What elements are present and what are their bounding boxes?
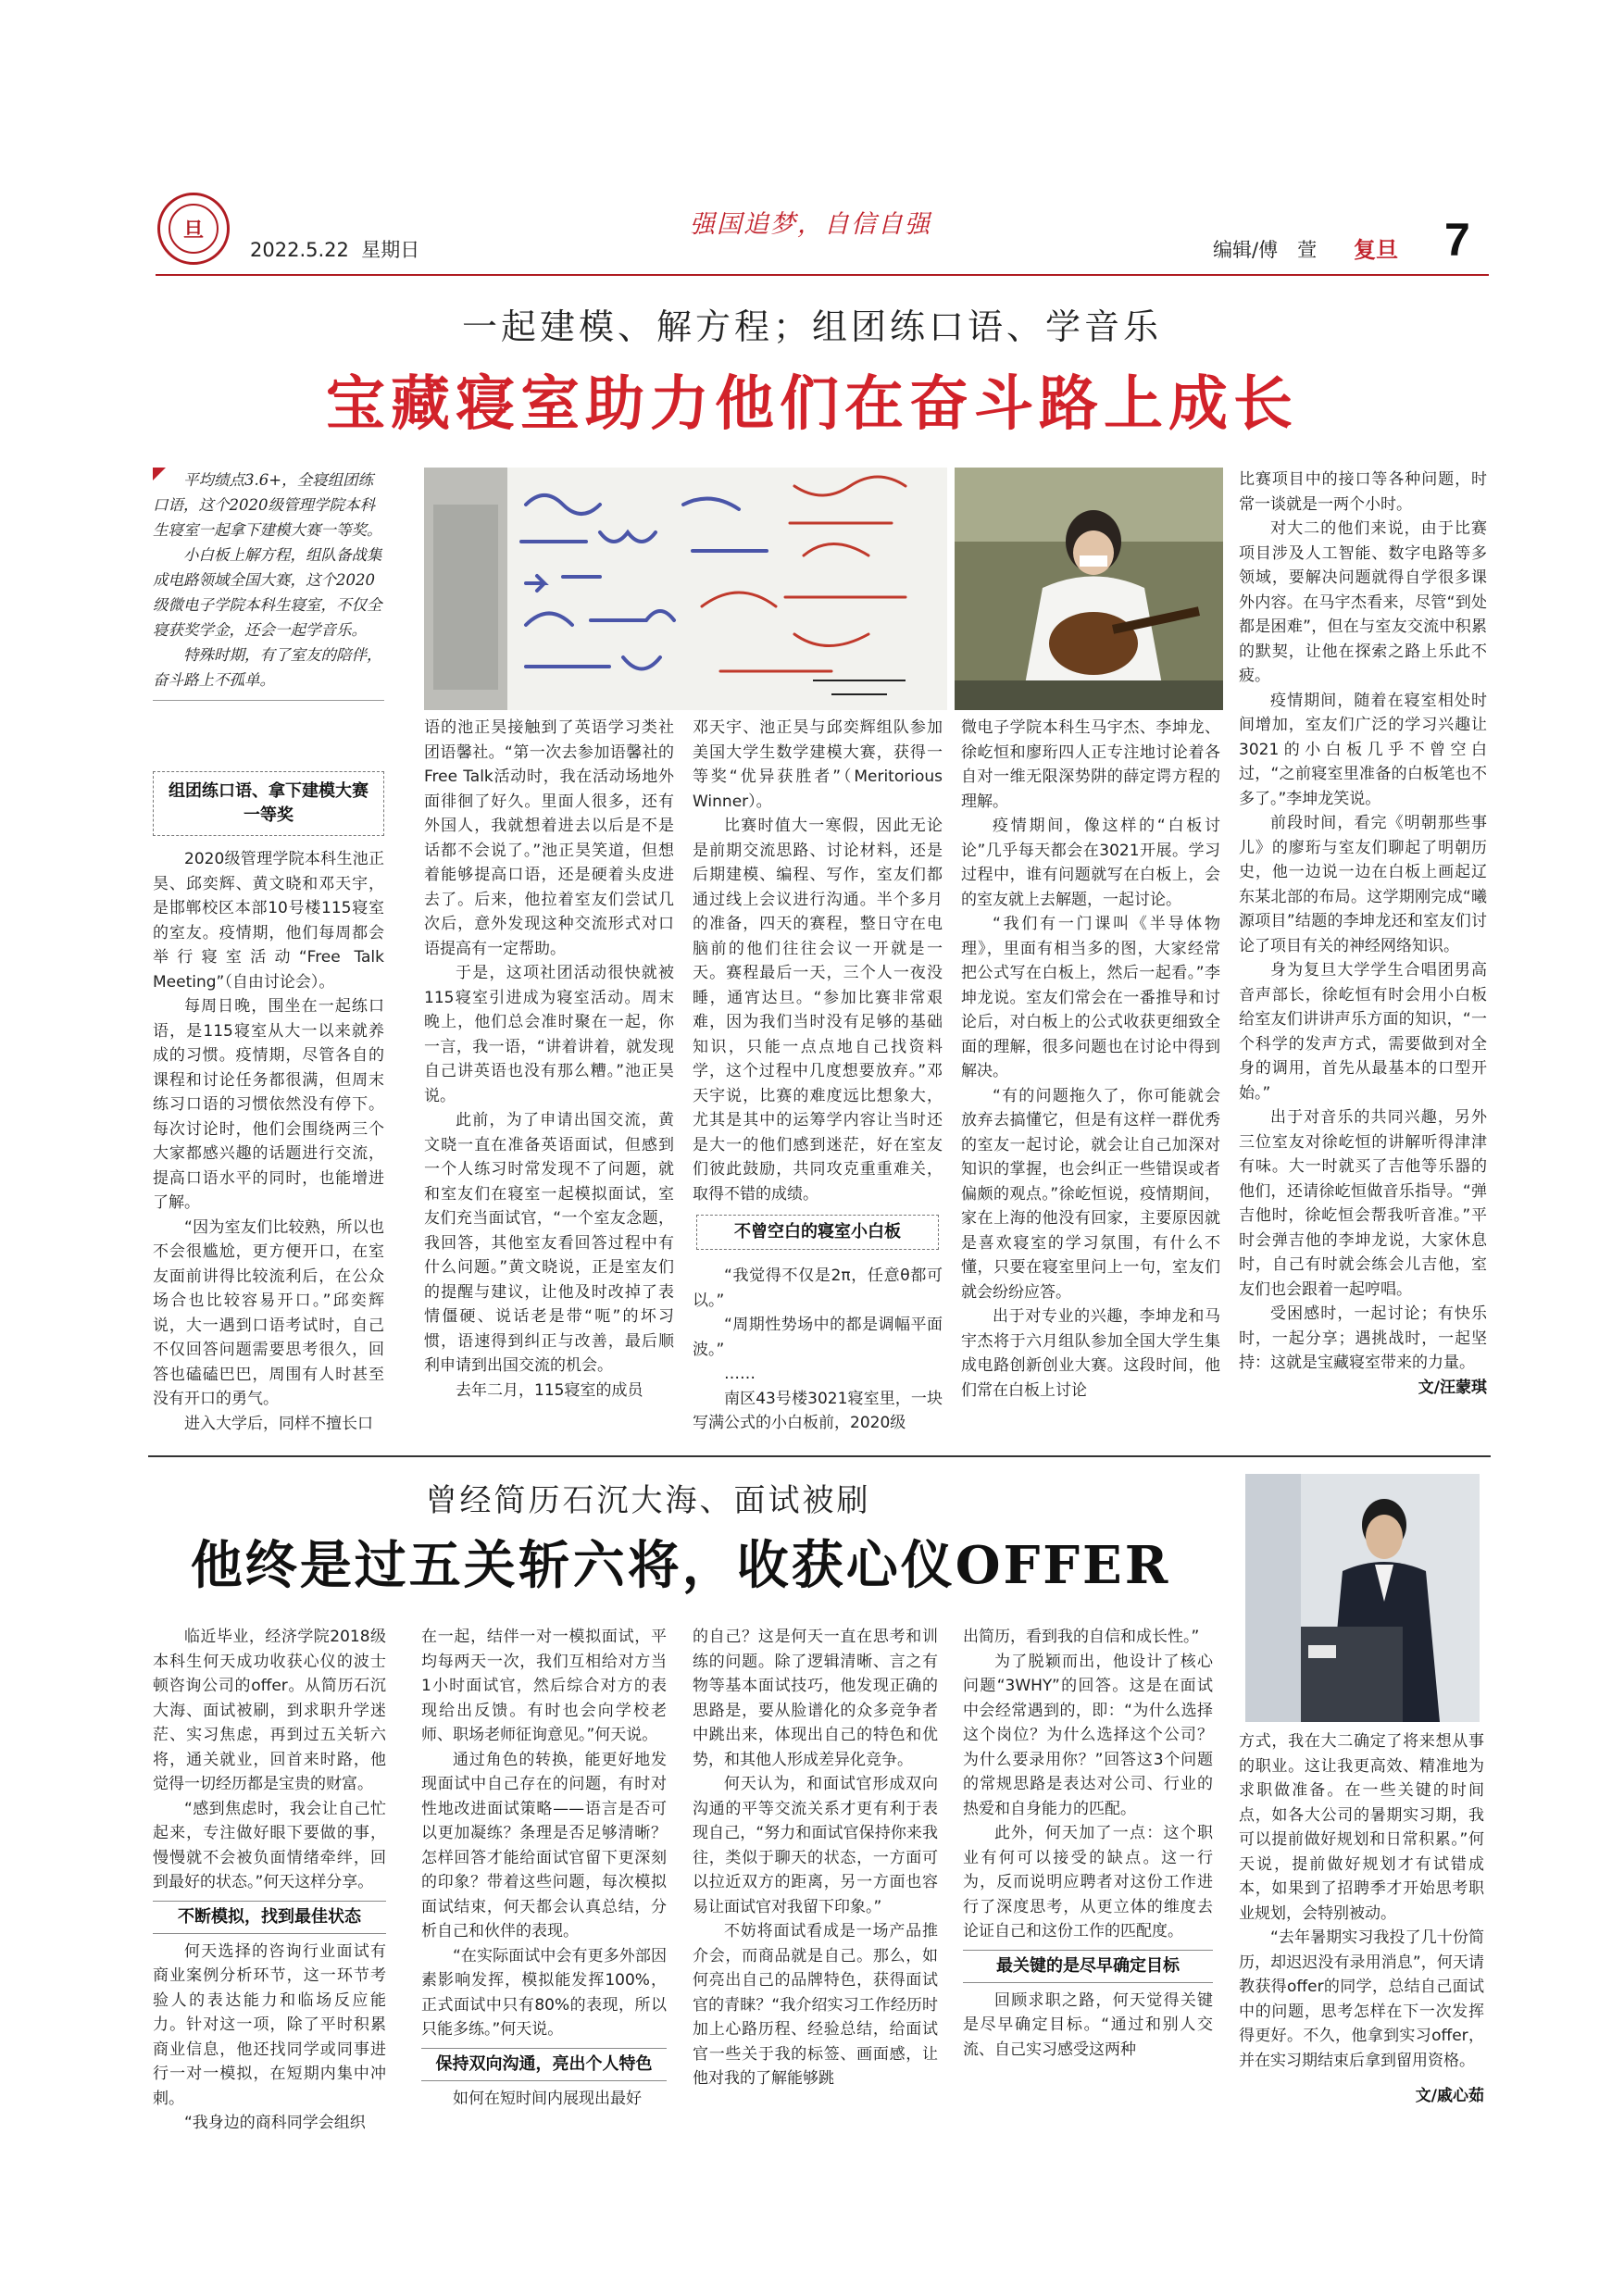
section-heading: 不曾空白的寝室小白板 xyxy=(696,1215,939,1250)
guitar-photo xyxy=(955,468,1223,710)
paragraph: 回顾求职之路，何天觉得关键是尽早确定目标。“通过和别人交流、自己实习感受这两种 xyxy=(963,1990,1213,2059)
guitar-student-image xyxy=(955,468,1223,710)
paragraph: 此外，何天加了一点：这个职业有何可以接受的缺点。这一行为，反而说明应聘者对这份工作进行了深度思考，从更立体的维度去论证自己和这份工作的匹配度。 xyxy=(963,1824,1213,1940)
paragraph: 比赛项目中的接口等各种问题，时常一谈就是一两个小时。 xyxy=(1239,470,1487,514)
paragraph: 临近毕业，经济学院2018级本科生何天成功收获心仪的波士顿咨询公司的offer。从简历石沉大海、面试被刷，到求职升学迷茫、实习焦虑，再到过五关斩六将，通关就业，回首来时路，他觉得一切经历都是宝贵的财富。 xyxy=(153,1628,386,1793)
paragraph: “去年暑期实习我投了几十份简历，却迟迟没有录用消息”，何天请教获得offer的同学，总结自己面试中的问题，思考怎样在下一次发挥得更好。不久，他拿到实习offer，并在实习期结束后拿到留用资格。 xyxy=(1239,1928,1484,2070)
paragraph: 为了脱颖而出，他设计了核心问题“3WHY”的回答。这是在面试中会经常遇到的，即：“为什么选择这个岗位？为什么选择这个公司？为什么要录用你？”回答这3个问题的常规思路是表达对公司、行业的热爱和自身能力的匹配。 xyxy=(963,1652,1213,1818)
paragraph: 2020级管理学院本科生池正昊、邱奕辉、黄文晓和邓天宇，是邯郸校区本部10号楼115寝室的室友。疫情期，他们每周都会举行寝室活动“Free Talk Meeting”（自由讨论会）。 xyxy=(153,850,384,992)
article2-signature: 文/戚心茹 xyxy=(1415,2087,1484,2105)
intro-paragraph: 平均绩点3.6+，全寝组团练口语，这个2020级管理学院本科生寝室一起拿下建模大赛一等奖。 xyxy=(153,471,382,539)
paragraph: “周期性势场中的都是调幅平面波。” xyxy=(693,1316,943,1359)
paragraph: 何天认为，和面试官形成双向沟通的平等交流关系才更有利于表现自己，“努力和面试官保持你来我往，类似于聊天的状态，一方面可以拉近双方的距离，另一方面也容易让面试官对我留下印象。” xyxy=(693,1775,938,1916)
masthead-name: 复旦 xyxy=(1354,236,1398,263)
logo-emblem: 旦 xyxy=(169,204,219,254)
issue-date-line xyxy=(250,235,419,263)
paragraph: 邓天宇、池正昊与邱奕辉组队参加美国大学生数学建模大赛，获得一等奖“优异获胜者”（Meritorious Winner）。 xyxy=(693,718,943,811)
paragraph: 出于对专业的兴趣，李坤龙和马宇杰将于六月组队参加全国大学生集成电路创新创业大赛。这段时间，他们常在白板上讨论 xyxy=(961,1307,1220,1400)
paragraph: 的自己？这是何天一直在思考和训练的问题。除了逻辑清晰、言之有物等基本面试技巧，他发现正确的思路是，要从脸谱化的众多竞争者中跳出来，体现出自己的特色和优势，和其他人形成差异化竞争。 xyxy=(693,1628,938,1769)
article2-column-2 xyxy=(421,1625,667,2111)
article1-column-3b xyxy=(693,1264,943,1436)
paragraph: …… xyxy=(724,1365,756,1383)
article1-title: 宝藏寝室助力他们在奋斗路上成长 xyxy=(326,370,1298,439)
paragraph: 在一起，结伴一对一模拟面试，平均每两天一次，我们互相给对方当1小时面试官，然后综合对方的表现给出反馈。有时也会向学校老师、职场老师征询意见。”何天说。 xyxy=(421,1628,667,1744)
article1-intro xyxy=(153,468,384,701)
paragraph: 出简历，看到我的自信和成长性。” xyxy=(963,1628,1200,1646)
paragraph: 受困感时，一起讨论；有快乐时，一起分享；遇挑战时，一起坚持：这就是宝藏寝室带来的力量。 xyxy=(1239,1304,1487,1372)
header-slogan: 强国追梦，自信自强 xyxy=(690,210,931,239)
paragraph: 语的池正昊接触到了英语学习类社团语馨社。“第一次去参加语馨社的Free Talk活动时，我在活动场地外面徘徊了好久。里面人很多，还有外国人，我就想着进去以后是不是话都不会说了。”池正昊笑道，但想着能够提高口语，还是硬着头皮进去了。后来，他拉着室友们尝试几次后，意外发现这种交流形式对口语提高有一定帮助。 xyxy=(424,718,674,958)
article1-column-4 xyxy=(961,716,1220,1403)
paragraph: 每周日晚，围坐在一起练口语，是115寝室从大一以来就养成的习惯。疫情期，尽管各自的课程和讨论任务都很满，但周末练习口语的习惯依然没有停下。每次讨论时，他们会围绕两三个大家都感兴趣的话题进行交流，提高口语水平的同时，也能增进了解。 xyxy=(153,997,384,1212)
paragraph: 何天选择的咨询行业面试有商业案例分析环节，这一环节考验人的表达能力和临场反应能力。针对这一项，除了平时积累商业信息，他还找同学或同事进行一对一模拟，在短期内集中冲刺。 xyxy=(153,1941,386,2108)
page-number: 7 xyxy=(1444,214,1470,266)
paragraph: “我觉得不仅是2π，任意θ都可以。” xyxy=(693,1267,943,1310)
paragraph: 对大二的他们来说，由于比赛项目涉及人工智能、数字电路等多领域，要解决问题就得自学很多课外内容。在马宇杰看来，尽管“到处都是困难”，但在与室友交流中积累的默契，让他在探索之路上乐此不疲。 xyxy=(1239,519,1487,685)
paragraph: 于是，这项社团活动很快就被115寝室引进成为寝室活动。周末晚上，他们总会准时聚在一起，你一言，我一语，“讲着讲着，就发现自己讲英语也没有那么糟。”池正昊说。 xyxy=(424,964,674,1105)
paragraph: “感到焦虑时，我会让自己忙起来，专注做好眼下要做的事，慢慢就不会被负面情绪牵绊，回到最好的状态。”何天这样分享。 xyxy=(153,1799,386,1891)
whiteboard-photo xyxy=(424,468,947,710)
paragraph: 进入大学后，同样不擅长口 xyxy=(184,1414,373,1433)
header-divider xyxy=(156,274,1489,276)
article2-subtitle: 曾经简历石沉大海、面试被刷 xyxy=(425,1482,871,1519)
intro-paragraph: 特殊时期，有了室友的陪伴，奋斗路上不孤单。 xyxy=(153,646,382,689)
paragraph: “有的问题拖久了，你可能就会放弃去搞懂它，但是有这样一群优秀的室友一起讨论，就会让自己加深对知识的掌握，也会纠正一些错误或者偏颇的观点。”徐屹恒说，疫情期间，家在上海的他没有回家，主要原因就是喜欢寝室的学习氛围，有什么不懂，只要在寝室里问上一句，室友们就会纷纷应答。 xyxy=(961,1086,1220,1302)
paragraph: 去年二月，115寝室的成员 xyxy=(456,1380,643,1400)
podium-student-image xyxy=(1245,1474,1480,1722)
paragraph: 微电子学院本科生马宇杰、李坤龙、徐屹恒和廖珩四人正专注地讨论着各自对一维无限深势阱的薛定谔方程的理解。 xyxy=(961,718,1220,811)
paragraph: “我们有一门课叫《半导体物理》，里面有相当多的图，大家经常把公式写在白板上，然后一起看。”李坤龙说。室友们常会在一番推导和讨论后，对白板上的公式收获更细致全面的理解，很多问题也在讨论中得到解决。 xyxy=(961,915,1220,1080)
editor-credit: 编辑/傅 萱 xyxy=(1213,239,1318,261)
intro-paragraph: 小白板上解方程，组队备战集成电路领域全国大赛，这个2020级微电子学院本科生寝室，不仅全寝获奖学金，还会一起学音乐。 xyxy=(153,546,382,639)
article2-byline xyxy=(1239,2084,1484,2109)
article2-column-3 xyxy=(693,1625,938,2091)
article2-title: 他终是过五关斩六将，收获心仪OFFER xyxy=(190,1535,1171,1596)
article1-subtitle: 一起建模、解方程；组团练口语、学音乐 xyxy=(461,306,1162,347)
article1-signature: 文/汪蒙琪 xyxy=(1418,1378,1487,1397)
paragraph: 方式，我在大二确定了将来想从事的职业。这让我更高效、精准地为求职做准备。在一些关键的时间点，如各大公司的暑期实习期，我可以提前做好规划和日常积累。”何天说，提前做好规划才有试错成本，如果到了招聘季才开始思考职业规划，会特别被动。 xyxy=(1239,1732,1484,1923)
paragraph: 通过角色的转换，能更好地发现面试中自己存在的问题，有时对性地改进面试策略——语言是否可以更加凝练？条理是否足够清晰？怎样回答才能给面试官留下更深刻的印象？带着这些问题，每次模拟面试结束，何天都会认真总结，分析自己和伙伴的表现。 xyxy=(421,1750,667,1940)
issue-weekday: 星期日 xyxy=(361,239,420,261)
paragraph: 比赛时值大一寒假，因此无论是前期交流思路、讨论材料，还是后期建模、编程、写作，室友们都通过线上会议进行沟通。半个多月的准备，四天的赛程，整日守在电脑前的他们往往会议一开就是一天。赛程最后一天，三个人一夜没睡，通宵达旦。“参加比赛非常艰难，因为我们当时没有足够的基础知识，只能一点点地自己找资料学，这个过程中几度想要放弃。”邓天宇说，比赛的难度远比想象大，尤其是其中的运筹学内容让当时还是大一的他们感到迷茫，好在室友们彼此鼓励，共同攻克重重难关，取得不错的成绩。 xyxy=(693,817,943,1204)
article-divider xyxy=(148,1455,1491,1457)
paragraph: “在实际面试中会有更多外部因素影响发挥，模拟能发挥100%，正式面试中只有80%的表现，所以只能多练。”何天说。 xyxy=(421,1946,667,2039)
whiteboard-image xyxy=(424,468,947,710)
article2-column-5 xyxy=(1239,1729,1484,2109)
section-heading: 不断模拟，找到最佳状态 xyxy=(153,1901,386,1934)
article1-column-5 xyxy=(1239,468,1487,1400)
paragraph: 南区43号楼3021寝室里，一块写满公式的小白板前，2020级 xyxy=(693,1389,943,1432)
section-heading: 最关键的是尽早确定目标 xyxy=(963,1950,1213,1983)
paragraph: 疫情期间，随着在寝室相处时间增加，室友们广泛的学习兴趣让3021的小白板几乎不曾空白过，“之前寝室里准备的白板笔也不多了。”李坤龙笑说。 xyxy=(1239,691,1487,808)
article1-column-2 xyxy=(424,716,674,1403)
podium-photo xyxy=(1245,1474,1480,1722)
paragraph: 此前，为了申请出国交流，黄文晓一直在准备英语面试，但感到一个人练习时常发现不了问题，就和室友们在寝室一起模拟面试，室友们充当面试官，“一个室友念题，我回答，其他室友看回答过程中有什么问题。”黄文晓说，正是室友们的提醒与建议，让他及时改掉了表情僵硬、说话老是带“呃”的坏习惯，语速得到纠正与改善，最后顺利申请到出国交流的机会。 xyxy=(424,1111,674,1375)
paragraph: 如何在短时间内展现出最好 xyxy=(453,2089,642,2108)
article1-column-3 xyxy=(693,716,943,1206)
issue-date: 2022.5.22 xyxy=(250,239,349,261)
paragraph: 出于对音乐的共同兴趣，另外三位室友对徐屹恒的讲解听得津津有味。大一时就买了吉他等乐器的他们，还请徐屹恒做音乐指导。“弹吉他时，徐屹恒会帮我听音准。”平时会弹吉他的李坤龙说，大家休息时，自己有时就会练会儿吉他，室友们也会跟着一起哼唱。 xyxy=(1239,1108,1487,1299)
article2-column-1 xyxy=(153,1625,386,2136)
paragraph: “因为室友们比较熟，所以也不会很尴尬，更方便开口，在室友面前讲得比较流利后，在公众场合也比较容易开口。”邱奕辉说，大一遇到口语考试时，自己不仅回答问题需要思考很久，回答也磕磕巴巴，周围有人时甚至没有开口的勇气。 xyxy=(153,1217,384,1408)
article1-byline xyxy=(1239,1376,1487,1401)
section-heading: 组团练口语、拿下建模大赛一等奖 xyxy=(153,771,384,836)
paragraph: 不妨将面试看成是一场产品推介会，而商品就是自己。那么，如何亮出自己的品牌特色，获得面试官的青睐？“我介绍实习工作经历时加上心路历程、经验总结，给面试官一些关于我的标签、画面感，让他对我的了解能够跳 xyxy=(693,1922,938,2088)
university-logo xyxy=(157,193,230,265)
paragraph: “我身边的商科同学会组织 xyxy=(184,2114,366,2132)
article2-column-4 xyxy=(963,1625,1213,2062)
section-heading: 保持双向沟通，亮出个人特色 xyxy=(421,2048,667,2081)
paragraph: 疫情期间，像这样的“白板讨论”几乎每天都会在3021开展。学习过程中，谁有问题就写在白板上，会的室友就上去解题，一起讨论。 xyxy=(961,817,1220,909)
article1-column-1 xyxy=(153,847,384,1436)
paragraph: 身为复旦大学学生合唱团男高音声部长，徐屹恒有时会用小白板给室友们讲讲声乐方面的知识，“一个科学的发声方式，需要做到对全身的调用，首先从最基本的口型开始。” xyxy=(1239,961,1487,1103)
paragraph: 前段时间，看完《明朝那些事儿》的廖珩与室友们聊起了明朝历史，他一边说一边在白板上画起辽东某北部的布局。这学期刚完成“曦源项目”结题的李坤龙还和室友们讨论了项目有关的神经网络知识。 xyxy=(1239,814,1487,955)
